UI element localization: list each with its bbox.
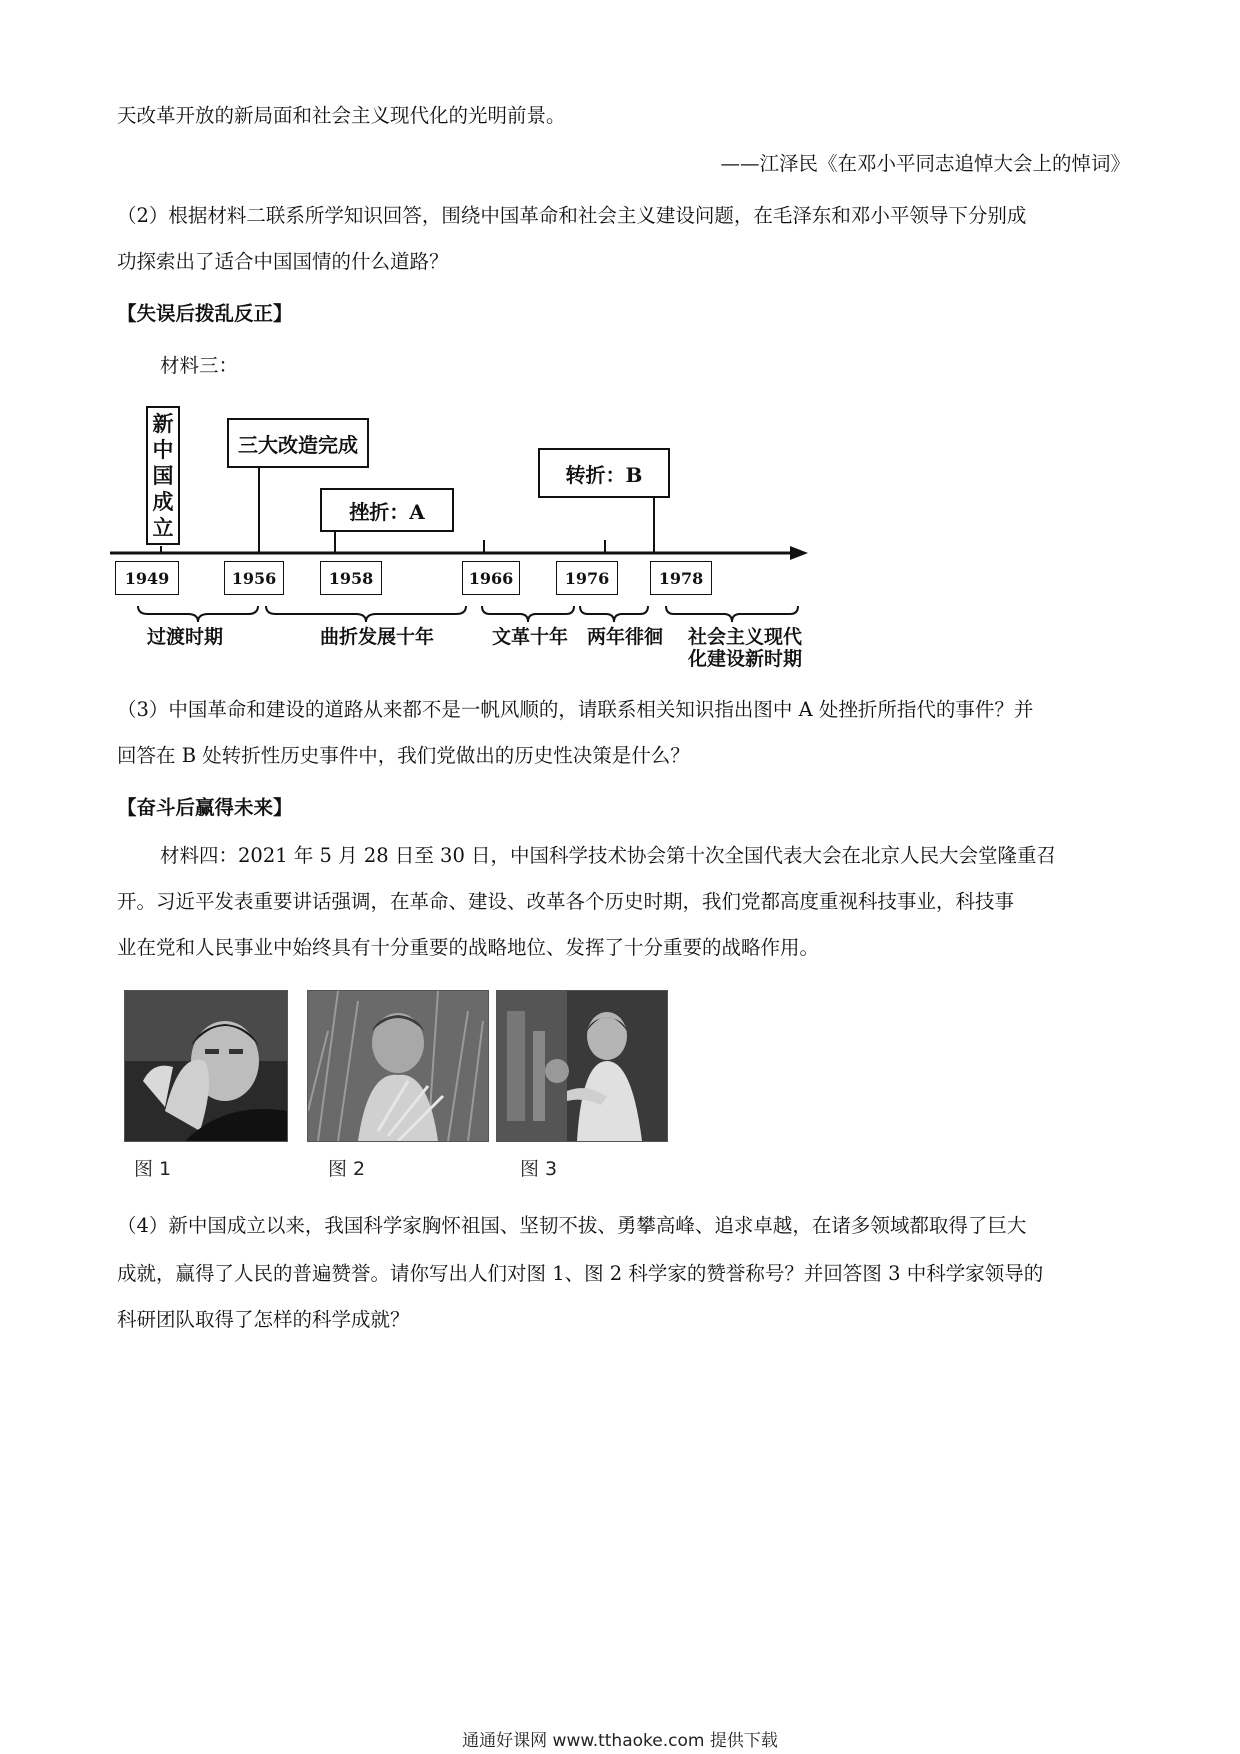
material-4-line-1: 材料四：2021 年 5 月 28 日至 30 日，中国科学技术协会第十次全国代表大会在北京人民大会堂隆重召 [160,844,1057,867]
material-4-line-2: 开。习近平发表重要讲话强调，在革命、建设、改革各个历史时期，我们党都高度重视科技事业，科技事 [117,890,1015,913]
year-label: 1956 [224,561,284,595]
question-4-line-1: （4）新中国成立以来，我国科学家胸怀祖国、坚韧不拔、勇攀高峰、追求卓越，在诸多领域都取得了巨大 [117,1214,1027,1237]
timeline-diagram [110,400,820,670]
question-2-line-2: 功探索出了适合中国国情的什么道路？ [117,250,449,273]
figure-1-photo [124,990,288,1142]
figure-3-portrait [497,991,667,1141]
material-3-label: 材料三： [160,354,239,377]
figure-3-caption: 图 3 [520,1158,558,1180]
figure-3-photo [496,990,668,1142]
box-setback: 挫折：A [320,488,454,532]
section-heading-3: 【失误后拨乱反正】 [117,302,293,325]
period-transition: 过渡时期 [147,626,224,648]
question-3-line-2: 回答在 B 处转折性历史事件中，我们党做出的历史性决策是什么？ [117,744,690,767]
figure-2-portrait [308,991,488,1141]
box-founding-char: 立 [152,514,174,540]
figure-2-photo [307,990,489,1142]
figure-1-caption: 图 1 [134,1158,172,1180]
box-founding-char: 成 [152,488,174,514]
period-modernization-1: 社会主义现代 [688,626,803,648]
period-modernization-2: 化建设新时期 [688,648,803,670]
box-three-reforms: 三大改造完成 [227,418,369,468]
box-founding-char: 新 [152,410,174,436]
question-4-line-2: 成就，赢得了人民的普遍赞誉。请你写出人们对图 1、图 2 科学家的赞誉称号？并回答图 3 中科学家领导的 [117,1262,1044,1285]
year-label: 1976 [556,561,618,595]
year-label: 1978 [650,561,712,595]
box-founding-char: 国 [152,462,174,488]
question-2-line-1: （2）根据材料二联系所学知识回答，围绕中国革命和社会主义建设问题，在毛泽东和邓小平领导下分别成 [117,204,1027,227]
period-tortuous: 曲折发展十年 [320,626,435,648]
question-4-line-3: 科研团队取得了怎样的科学成就？ [117,1308,410,1331]
figure-2-caption: 图 2 [328,1158,366,1180]
text-line: 天改革开放的新局面和社会主义现代化的光明前景。 [117,104,566,127]
section-heading-4: 【奋斗后赢得未来】 [117,796,293,819]
attribution: ——江泽民《在邓小平同志追悼大会上的悼词》 [720,152,1130,175]
period-cultural-revolution: 文革十年 [492,626,569,648]
box-founding [146,406,180,545]
figure-1-portrait [125,991,287,1141]
box-turning: 转折：B [538,448,670,498]
footer-credit: 通通好课网 www.tthaoke.com 提供下载 [462,1731,778,1751]
box-founding-char: 中 [152,436,174,462]
question-3-line-1: （3）中国革命和建设的道路从来都不是一帆风顺的，请联系相关知识指出图中 A 处挫折所指代的事件？并 [117,698,1034,721]
year-label: 1966 [462,561,520,595]
material-4-line-3: 业在党和人民事业中始终具有十分重要的战略地位、发挥了十分重要的战略作用。 [117,936,820,959]
year-label: 1949 [115,561,179,595]
year-label: 1958 [320,561,382,595]
period-two-years: 两年徘徊 [587,626,664,648]
